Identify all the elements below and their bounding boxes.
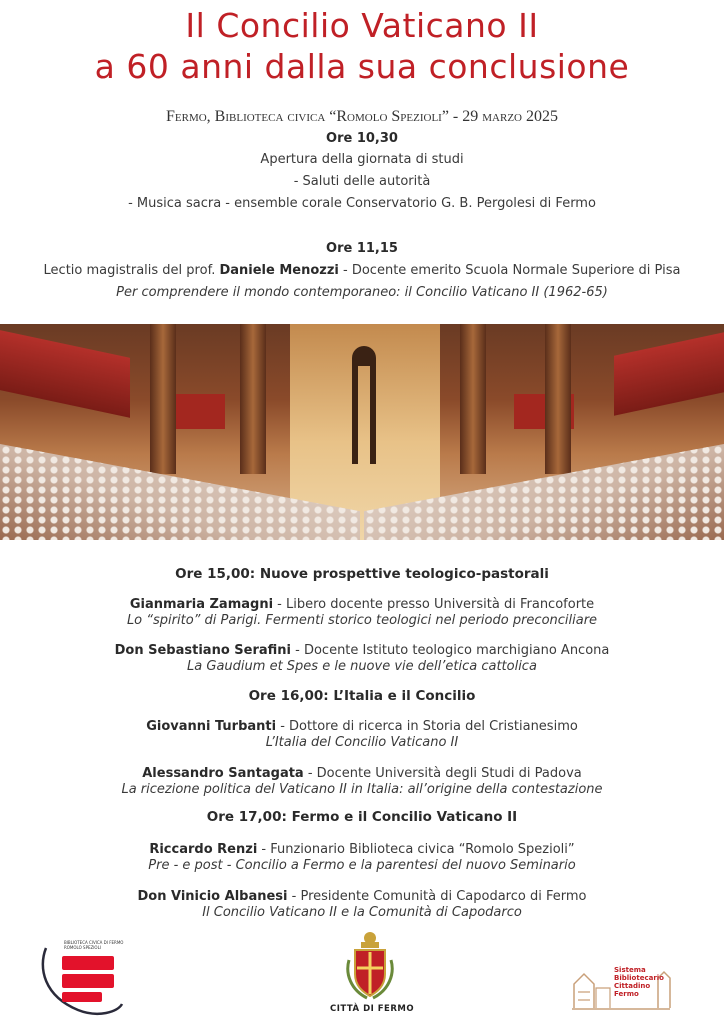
speaker-role: - Funzionario Biblioteca civica “Romolo Spezioli” [257,842,575,857]
speaker-name: Alessandro Santagata [142,766,304,781]
program-item-greetings: - Saluti delle autorità [293,174,431,189]
session-1500-heading: Ore 15,00: Nuove prospettive teologico-pastorali [175,566,549,582]
biblioteca-spezioli-logo [38,934,128,1018]
speaker-role: - Docente Università degli Studi di Padova [303,766,582,781]
citta-di-fermo-crest [330,930,415,1022]
talk-title: La ricezione politica del Vaticano II in Italia: all’origine della contestazione [121,782,603,797]
session-1700-heading: Ore 17,00: Fermo e il Concilio Vaticano II [206,809,518,825]
speaker-role: - Docente Istituto teologico marchigiano Ancona [291,643,610,658]
speaker-role: - Libero docente presso Università di Francoforte [273,597,595,612]
talk-title: Il Concilio Vaticano II e la Comunità di Capodarco [202,905,522,920]
speaker-name: Gianmaria Zamagni [129,597,274,612]
talk-title: Pre - e post - Concilio a Fermo e la parentesi del nuovo Seminario [148,858,576,873]
time-1030: Ore 10,30 [326,131,398,146]
sistema-bibliotecario-logo [570,962,680,1012]
speaker-name: Don Vinicio Albanesi [137,889,288,904]
talk-title: Lo “spirito” di Parigi. Fermenti storico teologici nel periodo preconciliare [126,613,598,628]
program-item-music: - Musica sacra - ensemble corale Conservatorio G. B. Pergolesi di Fermo [128,196,596,211]
speaker-role: - Dottore di ricerca in Storia del Cristianesimo [276,719,578,734]
talk-title: L’Italia del Concilio Vaticano II [265,735,459,750]
lectio-line [0,262,724,280]
speaker-name: Don Sebastiano Serafini [114,643,291,658]
speaker-name: Riccardo Renzi [149,842,258,857]
lectio-role: - Docente emerito Scuola Normale Superiore di Pisa [338,263,681,278]
sistema-bibliotecario-text: Sistema Bibliotecario Cittadino Fermo [614,966,664,998]
lectio-prefix: Lectio magistralis del prof. [43,263,220,278]
citta-di-fermo-label: CITTÀ DI FERMO [330,1004,415,1014]
session-1600-heading: Ore 16,00: L’Italia e il Concilio [248,688,476,704]
program-item-opening: Apertura della giornata di studi [260,152,464,167]
speaker-role: - Presidente Comunità di Capodarco di Fermo [287,889,587,904]
lectio-title: Per comprendere il mondo contemporaneo: il Concilio Vaticano II (1962-65) [116,285,608,300]
talk-title: La Gaudium et Spes e le nuove vie dell’etica cattolica [187,659,537,674]
council-photo [0,324,724,540]
speaker-name: Giovanni Turbanti [146,719,277,734]
biblioteca-logo-text: BIBLIOTECA CIVICA DI FERMO ROMOLO SPEZIOLI [64,940,124,950]
event-location-date: Fermo, Biblioteca civica “Romolo Spezioli” - 29 marzo 2025 [166,108,558,125]
time-1115: Ore 11,15 [326,241,398,256]
title-line-1: Il Concilio Vaticano II [185,6,539,45]
title-line-2: a 60 anni dalla sua conclusione [94,47,630,86]
lectio-speaker: Daniele Menozzi [219,263,339,278]
